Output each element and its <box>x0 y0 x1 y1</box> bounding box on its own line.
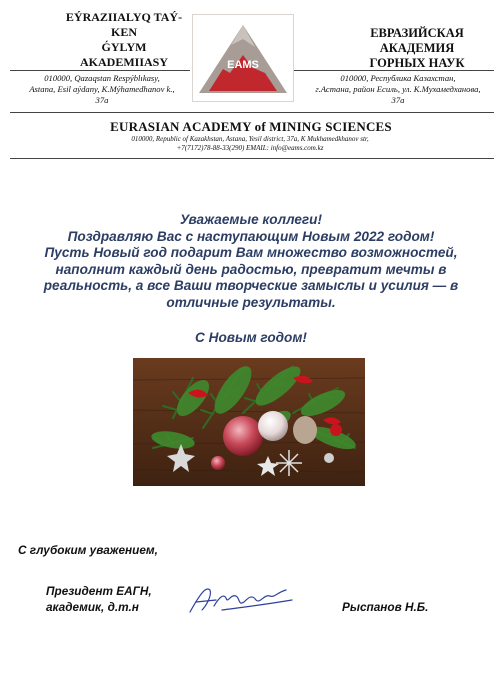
ru-academy-name <box>342 26 492 71</box>
ru-address: 010000, Республика Казахстан, г.Астана, район Есиль, ул. К.Мухамедханова, 37а <box>315 73 481 105</box>
eams-logo-mark <box>193 15 293 101</box>
signatory-name: Рыспанов Н.Б. <box>342 600 429 614</box>
header-rule-middle <box>10 112 494 113</box>
ru-name-line-1: ЕВРАЗИЙСКАЯ <box>370 26 464 40</box>
logo-text: EAMS <box>227 59 259 71</box>
position-line-1: Президент ЕАГН, <box>46 584 152 598</box>
christmas-decoration-photo <box>133 358 365 486</box>
signatory-position <box>46 583 152 615</box>
kz-name-line-1: EÝRAZIIALYQ TAÝ- <box>65 10 183 24</box>
greeting-line: отличные результаты. <box>166 294 336 310</box>
eams-logo <box>192 14 294 102</box>
handwritten-signature <box>186 582 296 616</box>
greeting-line: Уважаемые коллеги! <box>180 212 322 227</box>
en-address: 010000, Republic of Kazakhstan, Astana, Yesil district, 37a, K Mukhamedkhanov str, +7(7172)78-88-33(290) EMAIL: info@eams.com.kz <box>131 135 369 152</box>
header-rule-left <box>10 70 190 71</box>
kz-academy-name <box>58 10 190 70</box>
en-academy-name: EURASIAN ACADEMY of MINING SCIENCES <box>110 119 392 134</box>
new-year-wish: С Новым годом! <box>195 330 307 345</box>
kz-address: 010000, Qazaqstan Respýblıkasy, Astana, Esil aýdany, K.Mýhamedhanov k., 37a <box>29 73 175 105</box>
ru-name-line-3: ГОРНЫХ НАУК <box>369 56 465 70</box>
header-rule-bottom <box>10 158 494 159</box>
greeting-text <box>10 212 492 312</box>
ru-name-line-2: АКАДЕМИЯ <box>379 41 455 55</box>
greeting-line: Поздравляю Вас с наступающим Новым 2022 годом! <box>67 228 435 244</box>
greeting-line: Пусть Новый год подарит Вам множество возможностей, <box>44 245 458 261</box>
kz-name-line-4: AKADEMIIASY <box>79 55 168 69</box>
greeting-line: наполнит каждый день радостью, превратит мечты в <box>55 261 447 277</box>
greeting-line: реальность, а все Ваши творческие замыслы и усилия — в <box>43 278 459 294</box>
kz-name-line-3: ǴYLYM <box>101 40 147 54</box>
position-line-2: академик, д.т.н <box>46 600 139 614</box>
closing-text: С глубоким уважением, <box>18 543 158 557</box>
header-rule-right <box>294 70 494 71</box>
kz-name-line-2: KEN <box>110 25 137 39</box>
